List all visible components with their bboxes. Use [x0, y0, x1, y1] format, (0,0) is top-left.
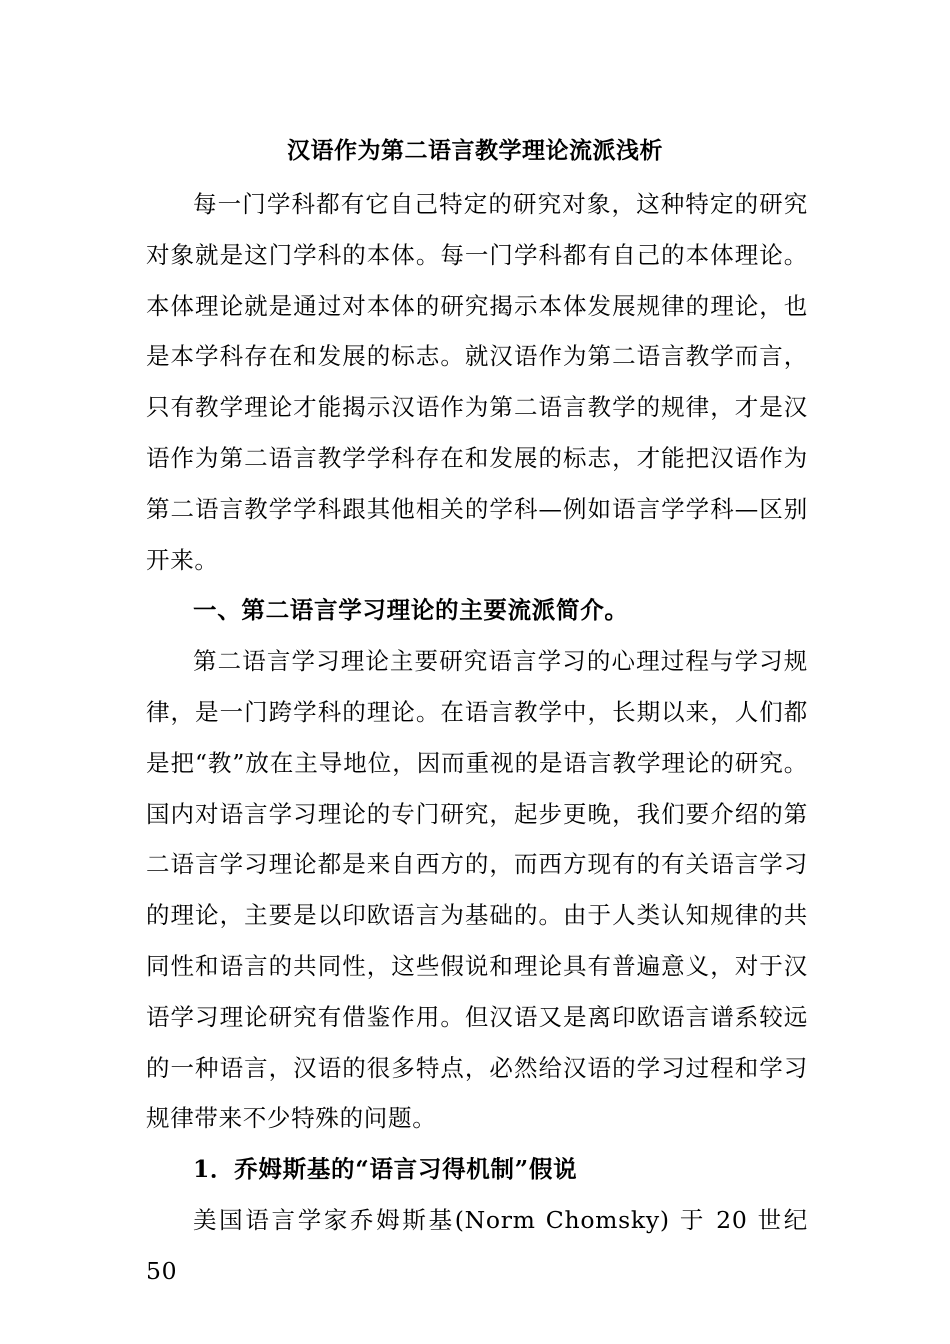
- document-body: [146, 179, 808, 1297]
- section-1-paragraph: 第二语言学习理论主要研究语言学习的心理过程与学习规律，是一门跨学科的理论。在语言教学中，长期以来，人们都是把“教”放在主导地位，因而重视的是语言教学理论的研究。 国内对语言学习理论的专门研究，起步更晚，我们要介绍的第二语言学习理论都是来自西方的，而西方现有的有关语言学习的理论，主要是以印欧语言为基础的。由于人类认知规律的共同性和语言的共同性，这些假说和理论具有普遍意义，对于汉语学习理论研究有借鉴作用。但汉语又是离印欧语言谱系较远的一种语言，汉语的很多特点，必然给汉语的学习过程和学习规律带来不少特殊的问题。: [146, 647, 808, 1133]
- subsection-1-heading: 1．乔姆斯基的“语言习得机制”假说: [193, 1155, 578, 1184]
- document-title: 汉语作为第二语言教学理论流派浅析: [287, 137, 663, 164]
- section-1-heading: 一、第二语言学习理论的主要流派简介。: [193, 596, 629, 625]
- subsection-1-paragraph: 美国语言学家乔姆斯基(Norm Chomsky) 于 20 世纪 50: [146, 1205, 808, 1285]
- intro-paragraph: 每一门学科都有它自己特定的研究对象，这种特定的研究对象就是这门学科的本体。每一门学科都有自己的本体理论。本体理论就是通过对本体的研究揭示本体发展规律的理论，也是本学科存在和发展的标志。就汉语作为第二语言教学而言，只有教学理论才能揭示汉语作为第二语言教学的规律，才是汉语作为第二语言教学学科存在和发展的标志，才能把汉语作为第二语言教学学科跟其他相关的学科—例如语言学学科—区别开来。: [146, 190, 808, 574]
